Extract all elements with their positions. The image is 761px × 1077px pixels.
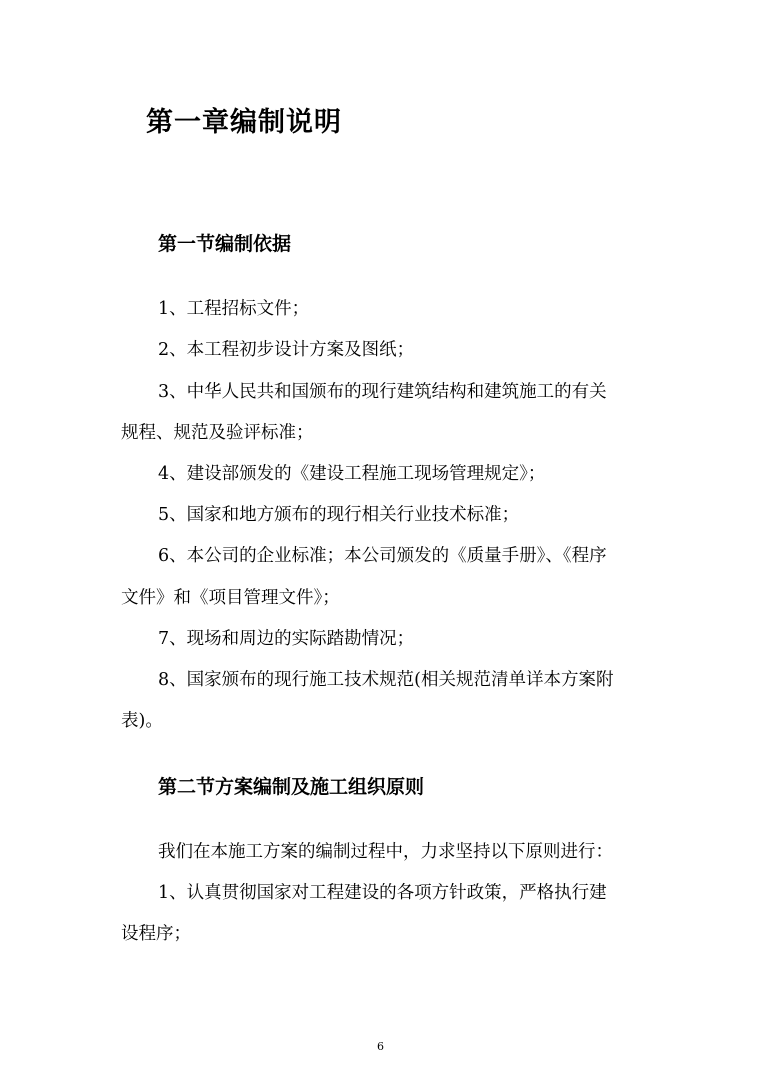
section1-item-5: 5、国家和地方颁布的现行相关行业技术标准； [158, 505, 520, 525]
section1-item-6-cont: 文件》和《项目管理文件》； [121, 588, 340, 608]
section1-item-4: 4、建设部颁发的《建设工程施工现场管理规定》； [158, 464, 546, 484]
section2-item-1: 1、认真贯彻国家对工程建设的各项方针政策，严格执行建 [158, 883, 607, 903]
section1-item-8-cont: 表)。 [121, 711, 163, 731]
section1-item-8: 8、国家颁布的现行施工技术规范(相关规范清单详本方案附 [158, 670, 614, 690]
section1-item-7: 7、现场和周边的实际踏勘情况； [158, 629, 415, 649]
section1-item-3: 3、中华人民共和国颁布的现行建筑结构和建筑施工的有关 [158, 382, 607, 402]
section1-item-3-cont: 规程、规范及验评标准； [121, 423, 314, 443]
chapter-title: 第一章编制说明 [146, 107, 342, 138]
page-number: 6 [377, 1040, 384, 1053]
section1-item-6: 6、本公司的企业标准；本公司颁发的《质量手册》、《程序 [158, 546, 607, 566]
section2-item-1-cont: 设程序； [121, 924, 191, 944]
section1-item-2: 2、本工程初步设计方案及图纸； [158, 340, 415, 360]
section2-title: 第二节方案编制及施工组织原则 [158, 776, 425, 798]
section2-intro: 我们在本施工方案的编制过程中，力求坚持以下原则进行： [158, 842, 613, 862]
section1-title: 第一节编制依据 [158, 233, 292, 255]
section1-item-1: 1、工程招标文件； [158, 299, 310, 319]
